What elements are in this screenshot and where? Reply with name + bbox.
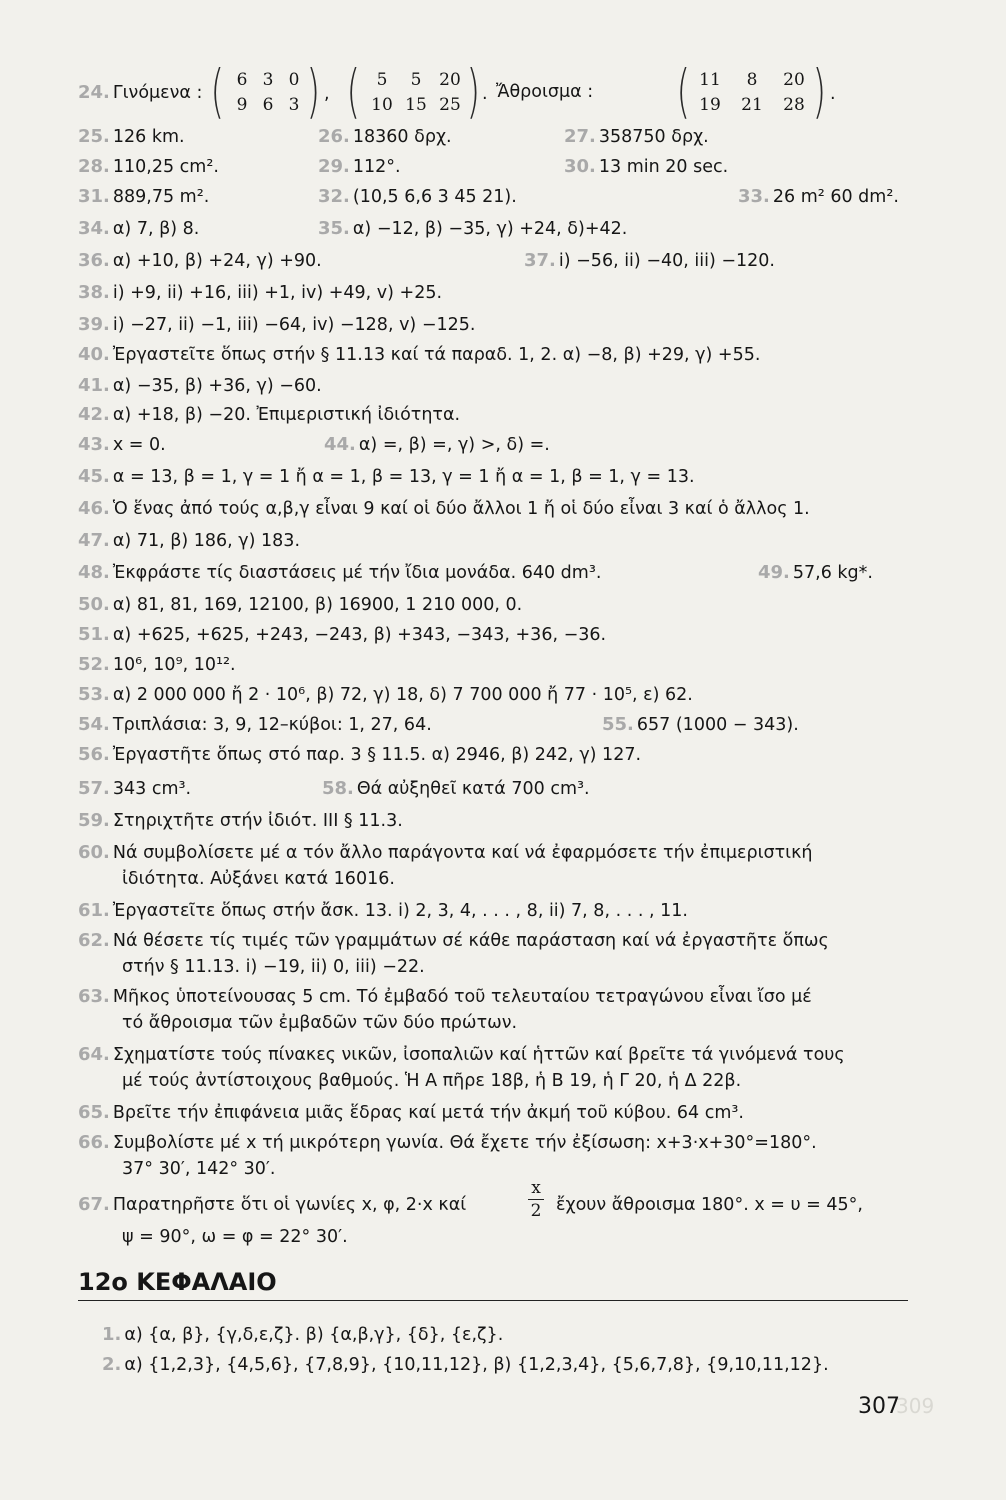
matrix-cell: 25 xyxy=(439,95,461,115)
matrix-cell: 3 xyxy=(262,70,274,90)
matrix-cell: 0 xyxy=(288,70,300,90)
matrix-cell: 20 xyxy=(439,70,461,90)
answer-64: 64. Σχηματίστε τούς πίνακες νικῶν, ἰσοπαλιῶν καί ἡττῶν καί βρεῖτε τά γινόμενά τους xyxy=(78,1044,845,1065)
right-paren-icon: ) xyxy=(466,57,481,125)
left-paren-icon: ( xyxy=(210,57,225,125)
answer-60-cont: ἰδιότητα. Αὐξάνει κατά 16016. xyxy=(122,869,395,889)
answer-40: 40. Ἐργαστεῖτε ὅπως στήν § 11.13 καί τά παραδ. 1, 2. α) −8, β) +29, γ) +55. xyxy=(78,344,761,365)
answer-51: 51. α) +625, +625, +243, −243, β) +343, −343, +36, −36. xyxy=(78,624,607,645)
answer-64-cont: μέ τούς ἀντίστοιχους βαθμούς. Ἡ Α πῆρε 18β, ἡ Β 19, ἡ Γ 20, ἡ Δ 22β. xyxy=(122,1071,742,1091)
answer-29: 29. 112°. xyxy=(318,156,401,177)
answer-53: 53. α) 2 000 000 ἤ 2 · 10⁶, β) 72, γ) 18, δ) 7 700 000 ἤ 77 · 10⁵, ε) 62. xyxy=(78,684,693,705)
matrix-cell: 15 xyxy=(405,95,427,115)
answer-65: 65. Βρεῖτε τήν ἐπιφάνεια μιᾶς ἕδρας καί μετά τήν ἀκμή τοῦ κύβου. 64 cm³. xyxy=(78,1102,744,1123)
answer-42: 42. α) +18, β) −20. Ἐπιμεριστική ἰδιότητα. xyxy=(78,404,461,425)
matrix-cell: 5 xyxy=(376,70,388,90)
answer-67: 67. Παρατηρῆστε ὅτι οἱ γωνίες x, φ, 2·x καί xyxy=(78,1194,467,1215)
answer-52: 52. 10⁶, 10⁹, 10¹². xyxy=(78,654,236,675)
answer-50: 50. α) 81, 81, 169, 12100, β) 16900, 1 210 000, 0. xyxy=(78,594,523,615)
matrix-cell: 10 xyxy=(371,95,393,115)
chapter-answer-2: 2. α) {1,2,3}, {4,5,6}, {7,8,9}, {10,11,12}, β) {1,2,3,4}, {5,6,7,8}, {9,10,11,12}. xyxy=(102,1354,829,1375)
matrix-cell: 20 xyxy=(783,70,805,90)
answer-66: 66. Συμβολίστε μέ x τή μικρότερη γωνία. Θά ἔχετε τήν ἐξίσωση: x+3·x+30°=180°. xyxy=(78,1132,817,1153)
answer-56: 56. Ἐργαστῆτε ὅπως στό παρ. 3 § 11.5. α) 2946, β) 242, γ) 127. xyxy=(78,744,642,765)
answer-41: 41. α) −35, β) +36, γ) −60. xyxy=(78,375,322,396)
page-number-bleed: 309 xyxy=(896,1394,935,1418)
chapter-title: 12ο ΚΕΦΑΛΑΙΟ xyxy=(78,1268,277,1296)
answer-label-sum: Ἄθροισμα : xyxy=(496,82,594,102)
answer-36: 36. α) +10, β) +24, γ) +90. xyxy=(78,250,322,271)
matrix-cell: 19 xyxy=(699,95,721,115)
matrix-cell: 28 xyxy=(783,95,805,115)
matrix-cell: 6 xyxy=(236,70,248,90)
answer-43: 43. x = 0. xyxy=(78,434,166,455)
answer-39: 39. i) −27, ii) −1, iii) −64, iv) −128, v) −125. xyxy=(78,314,476,335)
matrix-cell: 9 xyxy=(236,95,248,115)
answer-38: 38. i) +9, ii) +16, iii) +1, iv) +49, v) +25. xyxy=(78,282,443,303)
right-paren-icon: ) xyxy=(306,57,321,125)
fraction-x-over-2: x 2 xyxy=(528,1178,544,1221)
answer-37: 37. i) −56, ii) −40, iii) −120. xyxy=(524,250,775,271)
answer-34: 34. α) 7, β) 8. xyxy=(78,218,200,239)
answer-44: 44. α) =, β) =, γ) >, δ) =. xyxy=(324,434,550,455)
answer-60: 60. Νά συμβολίσετε μέ α τόν ἄλλο παράγοντα καί νά ἐφαρμόσετε τήν ἐπιμεριστική xyxy=(78,842,813,863)
answer-55: 55. 657 (1000 − 343). xyxy=(602,714,799,735)
answer-32: 32. (10,5 6,6 3 45 21). xyxy=(318,186,517,207)
answer-54: 54. Τριπλάσια: 3, 9, 12–κύβοι: 1, 27, 64. xyxy=(78,714,432,735)
answer-59: 59. Στηριχτῆτε στήν ἰδιότ. III § 11.3. xyxy=(78,810,403,831)
matrix-cell: 21 xyxy=(741,95,763,115)
answer-31: 31. 889,75 m². xyxy=(78,186,210,207)
answer-63: 63. Μῆκος ὑποτείνουσας 5 cm. Τό ἐμβαδό τοῦ τελευταίου τετραγώνου εἶναι ἴσο μέ xyxy=(78,986,812,1007)
answer-28: 28. 110,25 cm². xyxy=(78,156,219,177)
matrix-cell: 3 xyxy=(288,95,300,115)
answer-47: 47. α) 71, β) 186, γ) 183. xyxy=(78,530,301,551)
answer-67-rest: ἔχουν ἄθροισμα 180°. x = υ = 45°, xyxy=(556,1195,863,1215)
answer-27: 27. 358750 δρχ. xyxy=(564,126,709,147)
right-paren-icon: ) xyxy=(812,57,827,125)
chapter-divider xyxy=(78,1300,908,1301)
answer-48: 48. Ἐκφράστε τίς διαστάσεις μέ τήν ἴδια μονάδα. 640 dm³. xyxy=(78,562,602,583)
answer-66-cont: 37° 30′, 142° 30′. xyxy=(122,1159,276,1179)
chapter-answer-1: 1. α) {α, β}, {γ,δ,ε,ζ}. β) {α,β,γ}, {δ}, {ε,ζ}. xyxy=(102,1324,504,1345)
matrix-cell: 6 xyxy=(262,95,274,115)
answer-61: 61. Ἐργαστεῖτε ὅπως στήν ἄσκ. 13. i) 2, 3, 4, . . . , 8, ii) 7, 8, . . . , 11. xyxy=(78,900,688,921)
answer-label-products: Γινόμενα : xyxy=(112,83,203,103)
answer-46: 46. Ὁ ἕνας ἀπό τούς α,β,γ εἶναι 9 καί οἱ δύο ἄλλοι 1 ἤ οἱ δύο εἶναι 3 καί ὁ ἄλλος 1. xyxy=(78,498,810,519)
answer-67-cont: ψ = 90°, ω = φ = 22° 30′. xyxy=(122,1227,348,1247)
answer-25: 25. 126 km. xyxy=(78,126,185,147)
answer-26: 26. 18360 δρχ. xyxy=(318,126,452,147)
answer-35: 35. α) −12, β) −35, γ) +24, δ)+42. xyxy=(318,218,628,239)
answer-58: 58. Θά αὐξηθεῖ κατά 700 cm³. xyxy=(322,778,590,799)
answer-62: 62. Νά θέσετε τίς τιμές τῶν γραμμάτων σέ κάθε παράσταση καί νά ἐργαστῆτε ὅπως xyxy=(78,930,829,951)
answer-45: 45. α = 13, β = 1, γ = 1 ἤ α = 1, β = 13, γ = 1 ἤ α = 1, β = 1, γ = 13. xyxy=(78,466,695,487)
book-page: 24. Γινόμενα : ( 6 3 0 9 6 3 ) , ( 5 5 20 10 15 25 ) . Ἄθροισμα : ( 11 8 20 19 21 28 ) . 25. 126 km. 26. 18360 δρχ. 27. 358750 δρχ. 28. 110,25 cm². 29. 112°. 30. 13 min 20 sec. 31. 889,75 m². 32. (10,5 6,6 3 45 21). 33. 26 m² 60 dm². 34. α) 7, β) 8. 35. α) −12, β) −35, γ) +24, δ)+42. 36. α) +10, β) +24, γ) +90. 37. i) −56, ii) −40, iii) −120. 38. i) +9, ii) +16, iii) +1, iv) +49, v) +25. 39. i) −27, ii) −1, iii) −64, iv) −128, v) −125. 40. Ἐργαστεῖτε ὅπως στήν § 11.13 καί τά παραδ. 1, 2. α) −8, β) +29, γ) +55. 41. α) −35, β) +36, γ) −60. 42. α) +18, β) −20. Ἐπιμεριστική ἰδιότητα. 43. x = 0. 44. α) =, β) =, γ) >, δ) =. 45. α = 13, β = 1, γ = 1 ἤ α = 1, β = 13, γ = 1 ἤ α = 1, β = 1, γ = 13. 46. Ὁ ἕνας ἀπό τούς α,β,γ εἶναι 9 καί οἱ δύο ἄλλοι 1 ἤ οἱ δύο εἶναι 3 καί ὁ ἄλλος 1. 47. α) 71, β) 186, γ) 183. 48. Ἐκφράστε τίς διαστάσεις μέ τήν ἴδια μονάδα. 640 dm³. 49. 57,6 kg*. 50. α) 81, 81, 169, 12100, β) 16900, 1 210 000, 0. 51. α) +625, +625, +243, −243, β) +343, −343, +36, −36. 52. 10⁶, 10⁹, 10¹². 53. α) 2 000 000 ἤ 2 · 10⁶, β) 72, γ) 18, δ) 7 700 000 ἤ 77 · 10⁵, ε) 62. 54. Τριπλάσια: 3, 9, 12–κύβοι: 1, 27, 64. 55. 657 (1000 − 343). 56. Ἐργαστῆτε ὅπως στό παρ. 3 § 11.5. α) 2946, β) 242, γ) 127. 57. 343 cm³. 58. Θά αὐξηθεῖ κατά 700 cm³. 59. Στηριχτῆτε στήν ἰδιότ. III § 11.3. 60. Νά συμβολίσετε μέ α τόν ἄλλο παράγοντα καί νά ἐφαρμόσετε τήν ἐπιμεριστική ἰδιότητα. Αὐξάνει κατά 16016. 61. Ἐργαστεῖτε ὅπως στήν ἄσκ. 13. i) 2, 3, 4, . . . , 8, ii) 7, 8, . . . , 11. 62. Νά θέσετε τίς τιμές τῶν γραμμάτων σέ κάθε παράσταση καί νά ἐργαστῆτε ὅπως στήν § 11.13. i) −19, ii) 0, iii) −22. 63. Μῆκος ὑποτείνουσας 5 cm. Τό ἐμβαδό τοῦ τελευταίου τετραγώνου εἶναι ἴσο μέ τό ἄθροισμα τῶν ἐμβαδῶν τῶν δύο πρώτων. 64. Σχηματίστε τούς πίνακες νικῶν, ἰσοπαλιῶν καί ἡττῶν καί βρεῖτε τά γινόμενά τους μέ τούς ἀντίστοιχους βαθμούς. Ἡ Α πῆρε 18β, ἡ Β 19, ἡ Γ 20, ἡ Δ 22β. 65. Βρεῖτε τήν ἐπιφάνεια μιᾶς ἕδρας καί μετά τήν ἀκμή τοῦ κύβου. 64 cm³. 66. Συμβολίστε μέ x τή μικρότερη γωνία. Θά ἔχετε τήν ἐξίσωση: x+3·x+30°=180°. 37° 30′, 142° 30′. 67. Παρατηρῆστε ὅτι οἱ γωνίες x, φ, 2·x καί x 2 ἔχουν ἄθροισμα 180°. x = υ = 45°, ψ = 90°, ω = φ = 22° 30′. 12ο ΚΕΦΑΛΑΙΟ 1. α) {α, β}, {γ,δ,ε,ζ}. β) {α,β,γ}, {δ}, {ε,ζ}. 2. α) {1,2,3}, {4,5,6}, {7,8,9}, {10,11,12}, β) {1,2,3,4}, {5,6,7,8}, {9,10,11,12}. 307 309 xyxy=(78,57,935,1419)
answer-33: 33. 26 m² 60 dm². xyxy=(738,186,899,207)
answer-57: 57. 343 cm³. xyxy=(78,778,192,799)
matrix-cell: 8 xyxy=(746,70,758,90)
left-paren-icon: ( xyxy=(346,57,361,125)
matrix-cell: 5 xyxy=(410,70,422,90)
fraction-bar xyxy=(528,1199,544,1200)
answer-63-cont: τό ἄθροισμα τῶν ἐμβαδῶν τῶν δύο πρώτων. xyxy=(122,1013,518,1033)
left-paren-icon: ( xyxy=(676,57,691,125)
matrix-cell: 11 xyxy=(699,70,721,90)
answer-number: 24. xyxy=(78,82,110,103)
answer-49: 49. 57,6 kg*. xyxy=(758,562,873,583)
answer-62-cont: στήν § 11.13. i) −19, ii) 0, iii) −22. xyxy=(122,957,425,977)
page-number: 307 xyxy=(858,1394,900,1419)
answer-30: 30. 13 min 20 sec. xyxy=(564,156,729,177)
